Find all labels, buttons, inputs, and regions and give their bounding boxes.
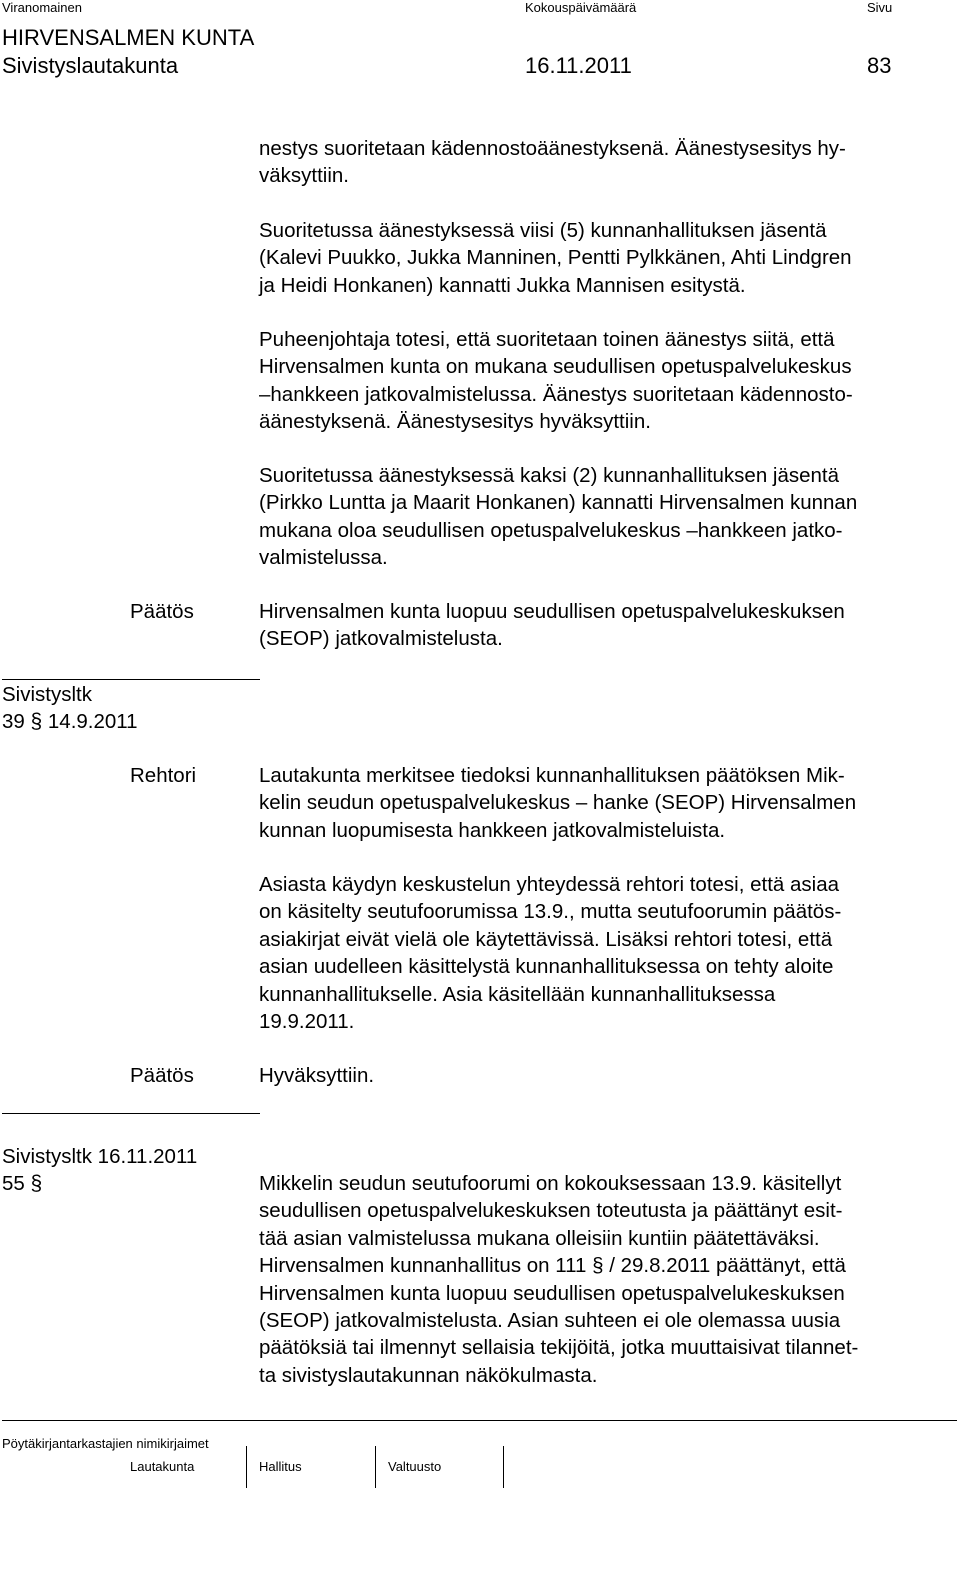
paragraph-rector-proposal (259, 762, 856, 844)
section-divider (2, 679, 260, 680)
section-date: 14.9.2011 (47, 710, 138, 733)
organization-name: HIRVENSALMEN KUNTA (2, 25, 255, 50)
rector-label: Rehtori (130, 764, 197, 787)
section-ref-number-line (2, 1170, 42, 1197)
text-line: seudullisen opetuspalvelukeskuksen toteutusta ja päättänyt esit- (259, 1199, 843, 1223)
text-line: tää asian valmistelussa mukana olleisiin kuntiin päätettäväksi. (259, 1226, 820, 1250)
paragraph-decision-2: Hyväksyttiin. (259, 1064, 375, 1087)
text-line: Asiasta käydyn keskustelun yhteydessä rehtori totesi, että asiaa (259, 873, 840, 896)
text-line: väksyttiin. (259, 164, 349, 188)
meeting-date: 16.11.2011 (525, 53, 632, 78)
text-line: kelin seudun opetuspalvelukeskus – hanke (SEOP) Hirvensalmen (259, 791, 857, 815)
text-line: mukana oloa seudullisen opetuspalvelukeskus –hankkeen jatko- (259, 518, 843, 542)
text-line: Hirvensalmen kunta on mukana seudullisen opetuspalvelukeskus (259, 355, 852, 379)
paragraph-vote-count-five (259, 217, 852, 299)
decision-label: Päätös (130, 1064, 194, 1087)
text-line: päätöksiä tai ilmennyt sellaisia tekijöitä, jotka muuttaisivat tilannet- (259, 1336, 859, 1360)
text-line: asian uudelleen käsittelystä kunnanhallituksessa on tehty aloite (259, 955, 834, 979)
footer-vertical-divider (503, 1446, 504, 1488)
section-divider (2, 1113, 260, 1114)
footer-col-council: Valtuusto (388, 1459, 442, 1474)
text-line: (SEOP) jatkovalmistelusta. Asian suhteen ei ole olemassa uusia (259, 1309, 841, 1333)
paragraph-decision-1 (259, 598, 845, 653)
paragraph-seutufoorumi (259, 1170, 858, 1389)
text-line: on käsitelty seutufoorumissa 13.9., mutta seutufoorumin päätös- (259, 900, 842, 924)
section-symbol: § (30, 1172, 43, 1195)
header-page-label: Sivu (867, 0, 893, 15)
text-line: Hirvensalmen kunnanhallitus on 111 § / 29.8.2011 päättänyt, että (259, 1254, 846, 1278)
text-line: (Pirkko Luntta ja Maarit Honkanen) kannatti Hirvensalmen kunnan (259, 491, 858, 515)
footer-divider (2, 1420, 957, 1421)
text-line: Mikkelin seudun seutufoorumi on kokouksessaan 13.9. käsitellyt (259, 1172, 842, 1195)
text-line: Hirvensalmen kunta luopuu seudullisen opetuspalvelukeskuksen (259, 1281, 845, 1305)
text-line: (Kalevi Puukko, Jukka Manninen, Pentti Pylkkänen, Ahti Lindgren (259, 246, 852, 270)
text-line: kunnanhallitukselle. Asia käsitellään kunnanhallituksessa (259, 982, 776, 1006)
text-line: kunnan luopumisesta hankkeen jatkovalmisteluista. (259, 818, 726, 842)
committee-name: Sivistyslautakunta (2, 53, 179, 78)
text-line: Lautakunta merkitsee tiedoksi kunnanhallituksen päätöksen Mik- (259, 764, 845, 787)
paragraph-discussion (259, 871, 841, 1035)
footer-col-board: Hallitus (259, 1459, 302, 1474)
text-line: valmistelussa. (259, 546, 388, 570)
text-line: Suoritetussa äänestyksessä viisi (5) kunnanhallituksen jäsentä (259, 219, 827, 242)
text-line: ta sivistyslautakunnan näkökulmasta. (259, 1363, 598, 1387)
paragraph-second-vote (259, 326, 853, 436)
text-line: Hirvensalmen kunta luopuu seudullisen opetuspalvelukeskuksen (259, 600, 845, 623)
section-symbol: § (30, 710, 43, 733)
section-number: 55 (2, 1172, 25, 1195)
footer-signatures-label: Pöytäkirjantarkastajien nimikirjaimet (2, 1436, 209, 1451)
paragraph-vote-count-two (259, 462, 857, 572)
section-ref-number-line (2, 708, 138, 735)
text-line: asiakirjat eivät vielä ole käytettävissä. Lisäksi rehtori totesi, että (259, 927, 833, 951)
text-line: 19.9.2011. (259, 1010, 355, 1034)
page-number: 83 (867, 53, 892, 78)
text-line: –hankkeen jatkovalmistelussa. Äänestys suoritetaan kädennosto- (259, 382, 853, 406)
text-line: Suoritetussa äänestyksessä kaksi (2) kunnanhallituksen jäsentä (259, 464, 840, 487)
text-line: äänestyksenä. Äänestysesitys hyväksyttiin. (259, 410, 651, 434)
text-line: (SEOP) jatkovalmistelusta. (259, 627, 503, 651)
text-line: Puheenjohtaja totesi, että suoritetaan toinen äänestys siitä, että (259, 328, 835, 351)
section-ref-committee: Sivistysltk (2, 683, 92, 706)
text-line: ja Heidi Honkanen) kannatti Jukka Mannisen esitystä. (259, 273, 746, 297)
decision-label: Päätös (130, 600, 194, 623)
footer-vertical-divider (246, 1446, 247, 1488)
paragraph-vote-result-1 (259, 135, 846, 190)
footer-col-committee: Lautakunta (130, 1459, 195, 1474)
section-number: 39 (2, 710, 25, 733)
section-ref-committee-date: Sivistysltk 16.11.2011 (2, 1145, 198, 1168)
footer-vertical-divider (375, 1446, 376, 1488)
header-date-label: Kokouspäivämäärä (525, 0, 637, 15)
header-authority-label: Viranomainen (2, 0, 82, 15)
text-line: nestys suoritetaan kädennostoäänestyksenä. Äänestysesitys hy- (259, 137, 846, 160)
